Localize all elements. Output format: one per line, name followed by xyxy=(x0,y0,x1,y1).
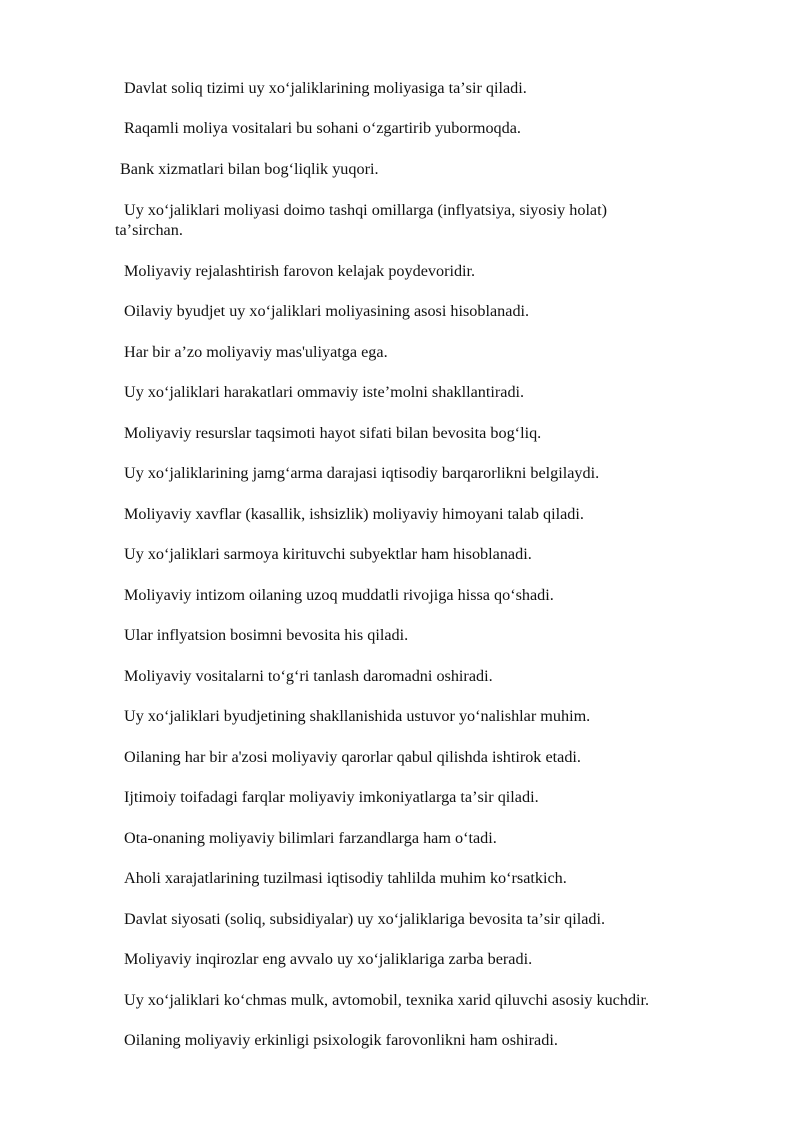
text-line: Moliyaviy rejalashtirish farovon kelajak poydevoridir. xyxy=(124,262,476,280)
paragraph xyxy=(0,200,800,240)
text-line: Har bir aʼzo moliyaviy mas'uliyatga ega. xyxy=(124,343,388,361)
text-line: Uy xoʻjaliklari moliyasi doimo tashqi omillarga (inflyatsiya, siyosiy holat) xyxy=(124,201,608,219)
text-line: Moliyaviy inqirozlar eng avvalo uy xoʻjaliklariga zarba beradi. xyxy=(124,950,533,968)
text-line: Uy xoʻjaliklari koʻchmas mulk, avtomobil, texnika xarid qiluvchi asosiy kuchdir. xyxy=(124,991,650,1009)
text-line: Oilaning moliyaviy erkinligi psixologik farovonlikni ham oshiradi. xyxy=(124,1031,558,1049)
paragraph xyxy=(0,159,800,179)
text-line: Ijtimoiy toifadagi farqlar moliyaviy imkoniyatlarga taʼsir qiladi. xyxy=(124,788,539,806)
paragraph xyxy=(0,301,800,321)
paragraph xyxy=(0,423,800,443)
text-line: Uy xoʻjaliklari byudjetining shakllanishida ustuvor yoʻnalishlar muhim. xyxy=(124,707,591,725)
paragraph xyxy=(0,78,800,98)
paragraph xyxy=(0,787,800,807)
paragraph xyxy=(0,463,800,483)
text-line: Moliyaviy vositalarni toʻgʻri tanlash daromadni oshiradi. xyxy=(124,667,493,685)
text-line: Aholi xarajatlarining tuzilmasi iqtisodiy tahlilda muhim koʻrsatkich. xyxy=(124,869,567,887)
text-line: Bank xizmatlari bilan bogʻliqlik yuqori. xyxy=(120,160,379,178)
text-line: Uy xoʻjaliklari harakatlari ommaviy isteʼmolni shakllantiradi. xyxy=(124,383,525,401)
text-line: Davlat siyosati (soliq, subsidiyalar) uy xoʻjaliklariga bevosita taʼsir qiladi. xyxy=(124,910,606,928)
paragraph xyxy=(0,342,800,362)
text-line: Raqamli moliya vositalari bu sohani oʻzgartirib yubormoqda. xyxy=(124,119,521,137)
text-line: Uy xoʻjaliklarining jamgʻarma darajasi iqtisodiy barqarorlikni belgilaydi. xyxy=(124,464,600,482)
paragraph xyxy=(0,990,800,1010)
paragraph xyxy=(0,261,800,281)
paragraph xyxy=(0,909,800,929)
paragraph xyxy=(0,118,800,138)
paragraph xyxy=(0,706,800,726)
paragraph xyxy=(0,666,800,686)
text-line: Ota-onaning moliyaviy bilimlari farzandlarga ham oʻtadi. xyxy=(124,829,497,847)
paragraph xyxy=(0,585,800,605)
paragraph xyxy=(0,1030,800,1050)
text-line: taʼsirchan. xyxy=(115,221,183,239)
paragraph xyxy=(0,382,800,402)
paragraph xyxy=(0,625,800,645)
paragraph xyxy=(0,828,800,848)
text-line: Oilaning har bir a'zosi moliyaviy qarorlar qabul qilishda ishtirok etadi. xyxy=(124,748,581,766)
text-line: Moliyaviy intizom oilaning uzoq muddatli rivojiga hissa qoʻshadi. xyxy=(124,586,554,604)
text-line: Oilaviy byudjet uy xoʻjaliklari moliyasining asosi hisoblanadi. xyxy=(124,302,530,320)
paragraph xyxy=(0,747,800,767)
text-line: Moliyaviy xavflar (kasallik, ishsizlik) moliyaviy himoyani talab qiladi. xyxy=(124,505,584,523)
paragraph xyxy=(0,544,800,564)
paragraph xyxy=(0,504,800,524)
text-line: Uy xoʻjaliklari sarmoya kirituvchi subyektlar ham hisoblanadi. xyxy=(124,545,532,563)
text-line: Ular inflyatsion bosimni bevosita his qiladi. xyxy=(124,626,409,644)
text-line: Moliyaviy resurslar taqsimoti hayot sifati bilan bevosita bogʻliq. xyxy=(124,424,542,442)
text-line: Davlat soliq tizimi uy xoʻjaliklarining moliyasiga taʼsir qiladi. xyxy=(124,79,527,97)
paragraph xyxy=(0,949,800,969)
paragraph xyxy=(0,868,800,888)
